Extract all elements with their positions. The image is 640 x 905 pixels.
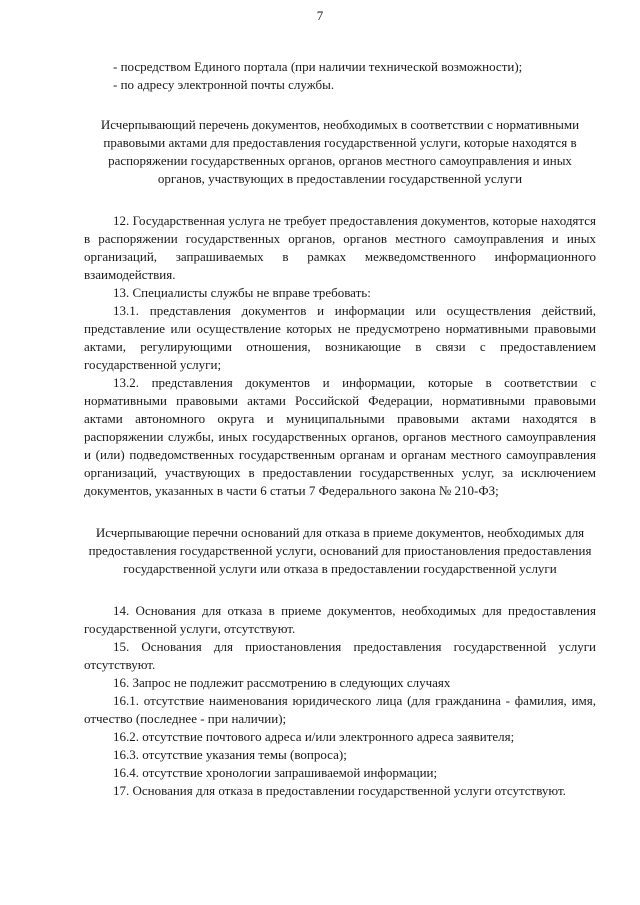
document-body — [84, 58, 596, 800]
paragraph-16-4: 16.4. отсутствие хронологии запрашиваемой информации; — [113, 765, 438, 780]
paragraph-14: 14. Основания для отказа в приеме документов, необходимых для предоставления государственной услуги, отсутствуют. — [84, 603, 596, 636]
paragraph-16: 16. Запрос не подлежит рассмотрению в следующих случаях — [113, 675, 451, 690]
paragraph-16-2: 16.2. отсутствие почтового адреса и/или электронного адреса заявителя; — [113, 729, 515, 744]
paragraph-16-1: 16.1. отсутствие наименования юридического лица (для гражданина - фамилия, имя, отчество (последнее - при наличии); — [84, 693, 596, 726]
section-heading-refusal: Исчерпывающие перечни оснований для отказа в приеме документов, необходимых для предоставления государственной услуги, оснований для приостановления предоставления государственной услуги или отказа в предоставлении государственной услуги — [88, 525, 592, 576]
paragraph-15: 15. Основания для приостановления предоставления государственной услуги отсутствуют. — [84, 639, 596, 672]
paragraph-13-1: 13.1. представления документов и информации или осуществления действий, представление или осуществление которых не предусмотрено нормативными правовыми актами, регулирующими отношения, возникающие в связи с предоставлением государственной услуги; — [84, 303, 596, 372]
intro-item-portal: - посредством Единого портала (при наличии технической возможности); — [113, 59, 523, 74]
paragraph-13: 13. Специалисты службы не вправе требовать: — [113, 285, 371, 300]
paragraph-17: 17. Основания для отказа в предоставлении государственной услуги отсутствуют. — [113, 783, 566, 798]
paragraph-16-3: 16.3. отсутствие указания темы (вопроса); — [113, 747, 347, 762]
paragraph-12: 12. Государственная услуга не требует предоставления документов, которые находятся в распоряжении государственных органов, органов местного самоуправления и иных организаций, запрашиваемых в рамках межведомственного информационного взаимодействия. — [84, 213, 596, 282]
section-heading-documents: Исчерпывающий перечень документов, необходимых в соответствии с нормативными правовыми актами для предоставления государственной услуги, которые находятся в распоряжении государственных органов, органов местного самоуправления и иных органов, участвующих в предоставлении государственной услуги — [100, 117, 580, 186]
intro-item-email: - по адресу электронной почты службы. — [113, 77, 335, 92]
paragraph-13-2: 13.2. представления документов и информации, которые в соответствии с нормативными правовыми актами Российской Федерации, нормативными правовыми актами автономного округа и муниципальными правовыми актами находятся в распоряжении службы, иных государственных органов, органов местного самоуправления и (или) подведомственных государственным органам и органам местного самоуправления организаций, участвующих в предоставлении государственных услуг, за исключением документов, указанных в части 6 статьи 7 Федерального закона № 210-ФЗ; — [84, 375, 596, 498]
page-number: 7 — [316, 8, 324, 23]
